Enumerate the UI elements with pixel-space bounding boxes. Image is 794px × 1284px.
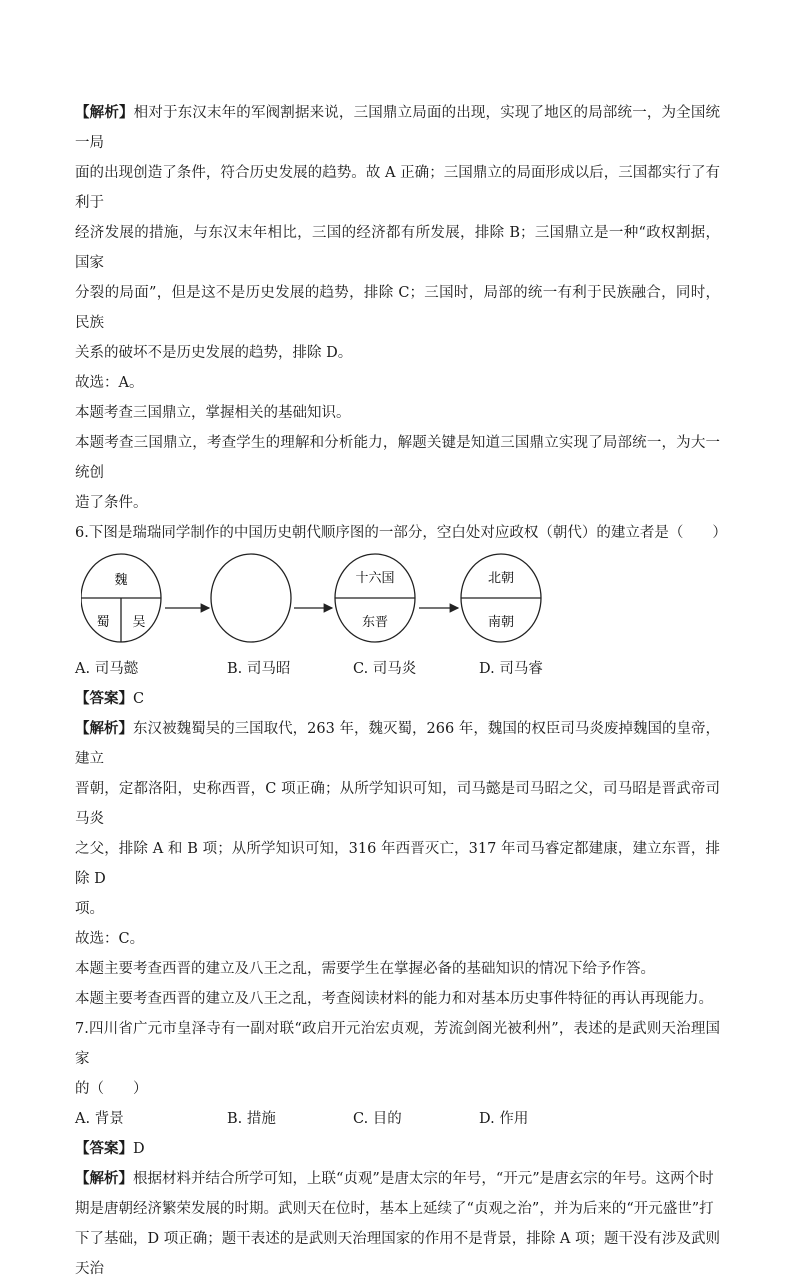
label-southern-dynasties: 南朝 [487,615,515,630]
q5-analysis-line-1: 【解析】相对于东汉末年的军阀割据来说，三国鼎立局面的出现，实现了地区的局部统一，为全国统一局 [75,104,721,151]
q6-note-1: 本题主要考查西晋的建立及八王之乱，需要学生在掌握必备的基础知识的情况下给予作答。 [75,961,655,977]
q5-analysis-line-4: 分裂的局面”，但是这不是历史发展的趋势，排除 C；三国时，局部的统一有利于民族融合，同时，民族 [75,285,720,331]
q6-choice: 故选：C。 [75,931,145,947]
q7-option-c: C. 目的 [353,1111,402,1127]
q6-answer-value: C [133,691,145,707]
q7-answer-value: D [133,1141,145,1157]
q5-analysis-line-2: 面的出现创造了条件，符合历史发展的趋势。故 A 正确；三国鼎立的局面形成以后，三国都实行了有利于 [75,165,720,211]
label-northern-dynasties: 北朝 [487,571,515,586]
dynasty-diagram-svg [81,550,561,650]
analysis-tag: 【解析】 [75,1170,133,1187]
q5-note-2-line-1: 本题考查三国鼎立，考查学生的理解和分析能力，解题关键是知道三国鼎立实现了局部统一，为大一统创 [75,435,720,481]
q5-choice: 故选：A。 [75,375,144,391]
dynasty-sequence-diagram [75,550,720,652]
q7-option-a: A. 背景 [75,1111,124,1127]
q6-note-2: 本题主要考查西晋的建立及八王之乱，考查阅读材料的能力和对基本历史事件特征的再认再现能力。 [75,991,713,1007]
circle-blank [211,554,291,642]
q5-analysis-line-3: 经济发展的措施，与东汉末年相比，三国的经济都有所发展，排除 B；三国鼎立是一种“政权割据，国家 [75,225,720,271]
label-eastern-jin: 东晋 [361,615,389,630]
q5-analysis-line-5: 关系的破坏不是历史发展的趋势，排除 D。 [75,345,353,361]
q6-stem: 6.下图是瑞瑞同学制作的中国历史朝代顺序图的一部分，空白处对应政权（朝代）的建立者是（ ） [75,525,727,541]
q6-options [75,654,720,684]
q7-answer [75,1134,720,1164]
q6-answer [75,684,720,714]
q6-option-a: A. 司马懿 [75,661,139,677]
label-shu: 蜀 [96,615,110,630]
q7-analysis-line-1: 【解析】根据材料并结合所学可知，上联“贞观”是唐太宗的年号，“开元”是唐玄宗的年号。这两个时 [75,1170,714,1187]
q7-analysis-line-3: 下了基础，D 项正确；题干表述的是武则天治理国家的作用不是背景，排除 A 项；题干没有涉及武则天治 [75,1231,720,1277]
q7-option-b: B. 措施 [227,1111,276,1127]
q6-analysis-line-3: 之父，排除 A 和 B 项；从所学知识可知，316 年西晋灭亡，317 年司马睿定都建康，建立东晋，排除 D [75,841,720,887]
q7-analysis-line-2: 期是唐朝经济繁荣发展的时期。武则天在位时，基本上延续了“贞观之治”，并为后来的“开元盛世”打 [75,1201,714,1217]
answer-tag: 【答案】 [75,1140,133,1157]
analysis-tag: 【解析】 [75,104,134,121]
q6-option-b: B. 司马昭 [227,661,291,677]
q7-options [75,1104,720,1134]
answer-tag: 【答案】 [75,690,133,707]
q7-stem-line-2: 的（ ） [75,1081,148,1097]
q5-note-2-line-2: 造了条件。 [75,495,148,511]
q7-stem-line-1: 7.四川省广元市皇泽寺有一副对联“政启开元治宏贞观，芳流剑阁光被利州”，表述的是武则天治理国家 [75,1021,720,1067]
document-page [75,98,727,1284]
q6-analysis-line-2: 晋朝，定都洛阳，史称西晋，C 项正确；从所学知识可知，司马懿是司马昭之父，司马昭是晋武帝司马炎 [75,781,720,827]
q6-option-c: C. 司马炎 [353,661,417,677]
q7-option-d: D. 作用 [479,1111,529,1127]
label-sixteen-kingdoms: 十六国 [355,571,395,586]
q6-analysis-line-4: 项。 [75,901,104,917]
q6-option-d: D. 司马睿 [479,661,543,677]
label-wu: 吴 [132,615,146,630]
label-wei: 魏 [114,573,128,588]
q6-analysis-line-1: 【解析】东汉被魏蜀吴的三国取代，263 年，魏灭蜀，266 年，魏国的权臣司马炎废掉魏国的皇帝，建立 [75,720,720,767]
analysis-tag: 【解析】 [75,720,134,737]
q5-note-1: 本题考查三国鼎立，掌握相关的基础知识。 [75,405,351,421]
